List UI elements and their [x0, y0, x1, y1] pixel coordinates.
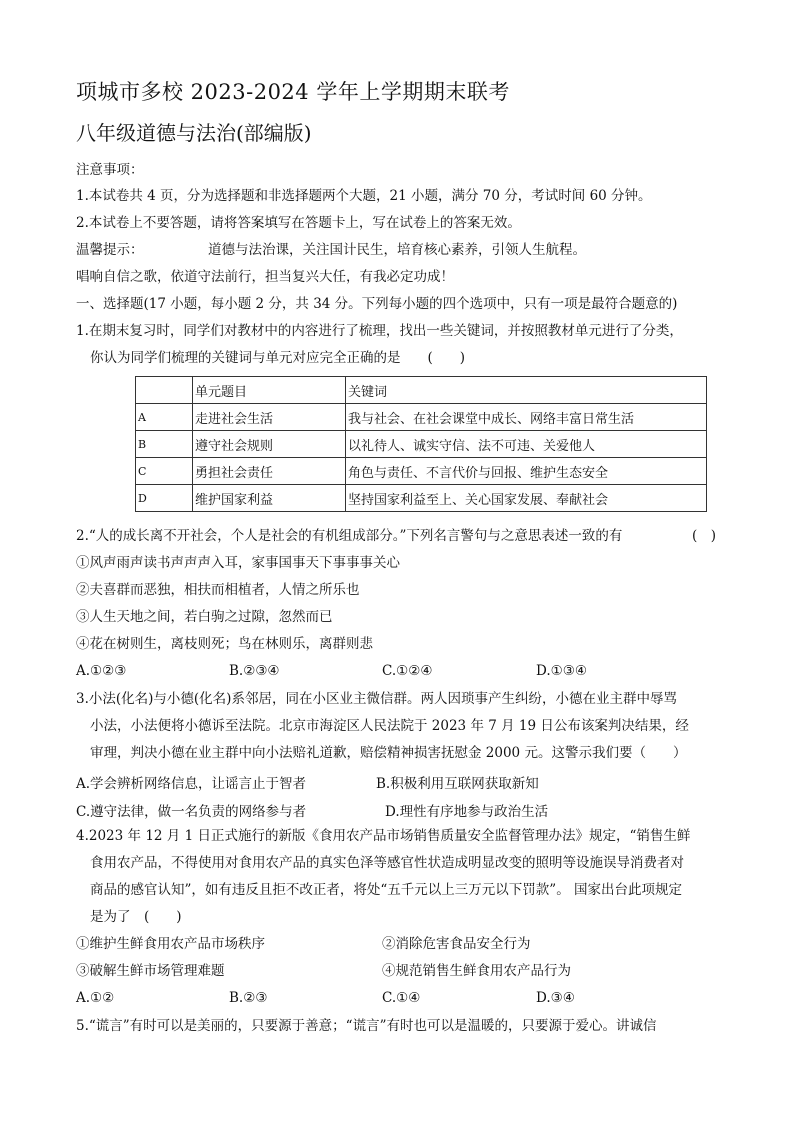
statement-item: ①维护生鲜食用农产品市场秩序: [76, 936, 265, 952]
notice-item: 2.本试卷上不要答题，请将答案填写在答题卡上，写在试卷上的答案无效。: [76, 215, 521, 231]
answer-bracket: ( ): [692, 528, 717, 544]
option: C.①④: [382, 990, 421, 1006]
table-row: [136, 431, 707, 458]
option: D.理性有序地参与政治生活: [385, 804, 549, 820]
statement-item: ②消除危害食品安全行为: [382, 936, 531, 952]
option: D.①③④: [536, 663, 587, 679]
statement-item: ④规范销售生鲜食用农产品行为: [382, 963, 571, 979]
table-cell: B: [136, 431, 193, 458]
question-4-line: 4.2023 年 12 月 1 日正式施行的新版《食用农产品市场销售质量安全监督管理办法》规定，“销售生鲜: [76, 828, 691, 844]
option: B.②③④: [229, 663, 280, 679]
table-cell: 以礼待人、诚实守信、法不可违、关爱他人: [346, 431, 707, 458]
table-cell: 坚持国家利益至上、关心国家发展、奉献社会: [346, 485, 707, 512]
question-3-line: 3.小法(化名)与小德(化名)系邻居，同在小区业主微信群。两人因琐事产生纠纷，小德在业主群中辱骂: [76, 691, 677, 707]
table-header-cell: 单元题目: [193, 377, 346, 404]
motto: 唱响自信之歌，依道守法前行，担当复兴大任，有我必定功成！: [76, 269, 454, 285]
option: D.③④: [536, 990, 575, 1006]
question-2-stem: 2.“人的成长离不开社会，个人是社会的有机组成部分。”下列名言警句与之意思表述一致的有: [76, 528, 623, 544]
question-3-line: 小法，小法便将小德诉至法院。北京市海淀区人民法院于 2023 年 7 月 19 日公布该案判决结果，经: [90, 718, 689, 734]
notice-item: 1.本试卷共 4 页，分为选择题和非选择题两个大题，21 小题，满分 70 分，考试时间 60 分钟。: [76, 188, 652, 204]
table-cell: 遵守社会规则: [193, 431, 346, 458]
table-row: [136, 458, 707, 485]
option: A.学会辨析网络信息，让谣言止于智者: [76, 776, 307, 792]
table-cell: 勇担社会责任: [193, 458, 346, 485]
table-cell: 我与社会、在社会课堂中成长、网络丰富日常生活: [346, 404, 707, 431]
question-5-line: 5.“谎言”有时可以是美丽的，只要源于善意；“谎言”有时也可以是温暖的，只要源于爱心。讲诚信: [76, 1018, 657, 1034]
option: B.②③: [229, 990, 268, 1006]
question-4-line: 是为了 ( ): [90, 909, 182, 925]
table-cell: D: [136, 485, 193, 512]
option: C.遵守法律，做一名负责的网络参与者: [76, 804, 307, 820]
tip-text: 道德与法治课，关注国计民生，培育核心素养，引领人生航程。: [208, 242, 586, 258]
option: B.积极利用互联网获取新知: [376, 776, 539, 792]
table-cell: C: [136, 458, 193, 485]
table-cell: 走进社会生活: [193, 404, 346, 431]
quote-item: ①风声雨声读书声声声入耳，家事国事天下事事事关心: [76, 555, 400, 571]
statement-item: ③破解生鲜市场管理难题: [76, 963, 225, 979]
table-cell: A: [136, 404, 193, 431]
option: A.①②: [76, 990, 115, 1006]
quote-item: ②夫喜群而恶独，相扶而相植者，人情之所乐也: [76, 582, 360, 598]
table-row: [136, 404, 707, 431]
table-header-cell: [136, 377, 193, 404]
table-cell: 角色与责任、不言代价与回报、维护生态安全: [346, 458, 707, 485]
table-cell: 维护国家利益: [193, 485, 346, 512]
table-header-row: [136, 377, 707, 404]
notice-heading: 注意事项：: [76, 162, 144, 178]
question-1-line: 你认为同学们梳理的关键词与单元对应完全正确的是 ( ): [90, 350, 466, 366]
option: A.①②③: [76, 663, 127, 679]
quote-item: ③人生天地之间，若白驹之过隙，忽然而已: [76, 609, 333, 625]
option: C.①②④: [382, 663, 433, 679]
question-3-line: 审理，判决小德在业主群中向小法赔礼道歉，赔偿精神损害抚慰金 2000 元。这警示我们要（ ）: [90, 745, 687, 761]
question-4-line: 食用农产品，不得使用对食用农产品的真实色泽等感官性状造成明显改变的照明等设施误导消费者对: [90, 855, 684, 871]
section-heading: 一、选择题(17 小题，每小题 2 分，共 34 分。下列每小题的四个选项中，只有一项是最符合题意的): [76, 296, 678, 312]
exam-title: 项城市多校 2023-2024 学年上学期期末联考: [76, 80, 510, 104]
table-header-cell: 关键词: [346, 377, 707, 404]
keyword-table: [135, 376, 707, 512]
table-row: [136, 485, 707, 512]
quote-item: ④花在树则生，离枝则死；鸟在林则乐，离群则悲: [76, 636, 373, 652]
exam-subtitle: 八年级道德与法治(部编版): [76, 121, 312, 145]
question-4-line: 商品的感官认知”，如有违反且拒不改正者，将处“五千元以上三万元以下罚款”。 国家出台此项规定: [90, 882, 682, 898]
question-1-line: 1.在期末复习时，同学们对教材中的内容进行了梳理，找出一些关键词，并按照教材单元进行了分类，: [76, 323, 683, 339]
tip-label: 温馨提示：: [76, 242, 144, 258]
